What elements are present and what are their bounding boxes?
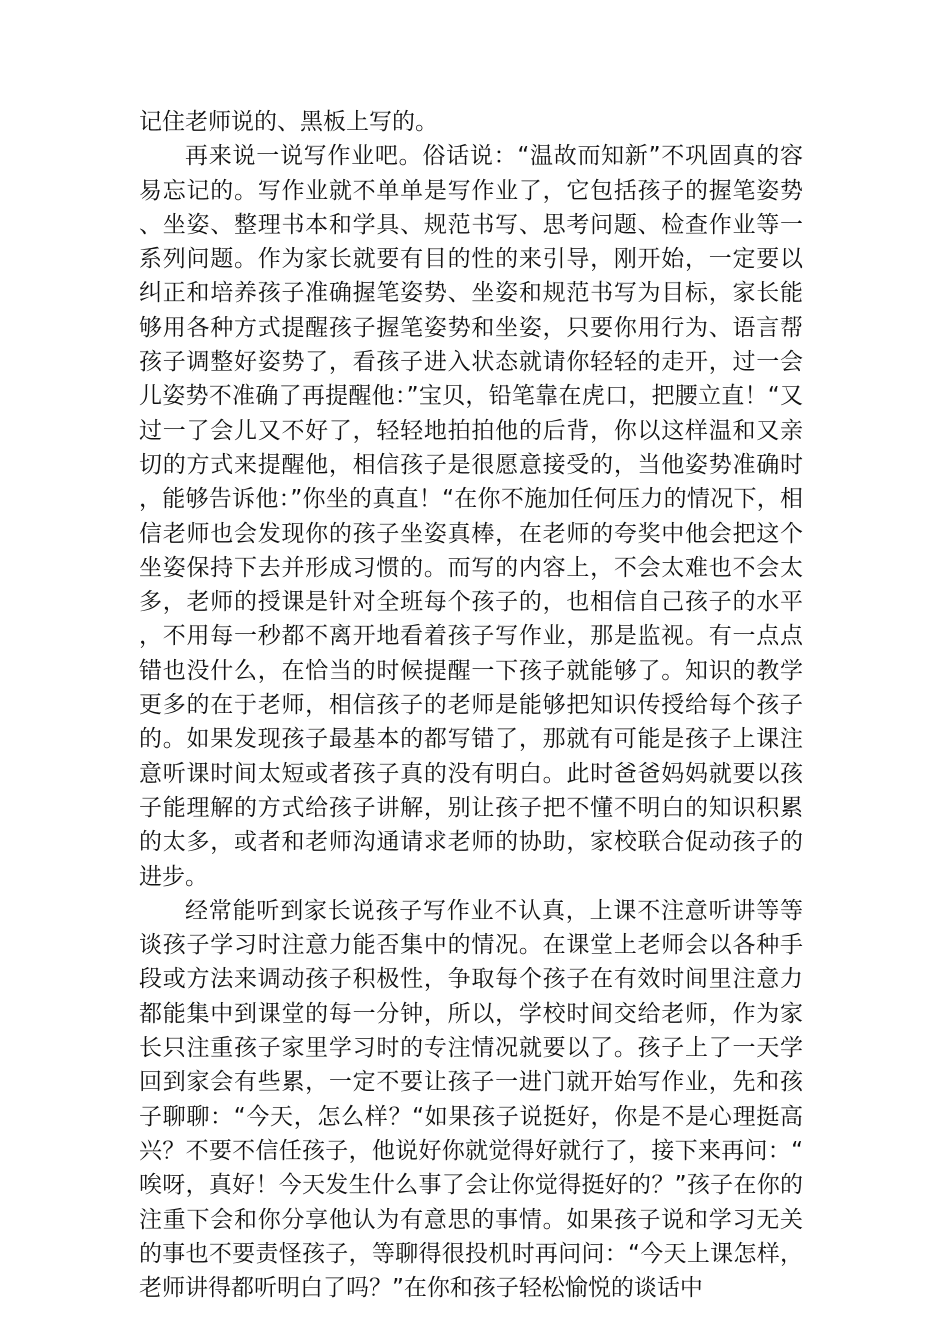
paragraph-1: 记住老师说的、黑板上写的。 — [139, 109, 438, 135]
paragraph-3: 经常能听到家长说孩子写作业不认真，上课不注意听讲等等谈孩子学习时注意力能否集中的情况。在课堂上老师会以各种手段或方法来调动孩子积极性，争取每个孩子在有效时间里注意力都能集中到课堂的每一分钟，所以，学校时间交给老师，作为家长只注重孩子家里学习时的专注情况就要以了。孩子上了一天学回到家会有些累，一定不要让孩子一进门就开始写作业，先和孩子聊聊：“今天，怎么样？“如果孩子说挺好，你是不是心理挺高兴？不要不信任孩子，他说好你就觉得好就行了，接下来再问：“唉呀，真好！今天发生什么事了会让你觉得挺好的？”孩子在你的注重下会和你分享他认为有意思的事情。如果孩子说和学习无关的事也不要责怪孩子，等聊得很投机时再问问：“今天上课怎样，老师讲得都听明白了吗？”在你和孩子轻松愉悦的谈话中 — [139, 897, 803, 1302]
paragraph-2: 再来说一说写作业吧。俗话说：“温故而知新”不巩固真的容易忘记的。写作业就不单单是写作业了，它包括孩子的握笔姿势、坐姿、整理书本和学具、规范书写、思考问题、检查作业等一系列问题。作为家长就要有目的性的来引导，刚开始，一定要以纠正和培养孩子准确握笔姿势、坐姿和规范书写为目标，家长能够用各种方式提醒孩子握笔姿势和坐姿，只要你用行为、语言帮孩子调整好姿势了，看孩子进入状态就请你轻轻的走开，过一会儿姿势不准确了再提醒他：”宝贝，铅笔靠在虎口，把腰立直！“又过一了会儿又不好了，轻轻地拍拍他的后背，你以这样温和又亲切的方式来提醒他，相信孩子是很愿意接受的，当他姿势准确时，能够告诉他：”你坐的真直！“在你不施加任何压力的情况下，相信老师也会发现你的孩子坐姿真棒，在老师的夸奖中他会把这个坐姿保持下去并形成习惯的。而写的内容上，不会太难也不会太多，老师的授课是针对全班每个孩子的，也相信自己孩子的水平，不用每一秒都不离开地看着孩子写作业，那是监视。有一点点错也没什么，在恰当的时候提醒一下孩子就能够了。知识的教学更多的在于老师，相信孩子的老师是能够把知识传授给每个孩子的。如果发现孩子最基本的都写错了，那就有可能是孩子上课注意听课时间太短或者孩子真的没有明白。此时爸爸妈妈就要以孩子能理解的方式给孩子讲解，别让孩子把不懂不明白的知识积累的太多，或者和老师沟通请求老师的协助，家校联合促动孩子的进步。 — [139, 143, 803, 890]
document-body — [139, 105, 803, 1305]
